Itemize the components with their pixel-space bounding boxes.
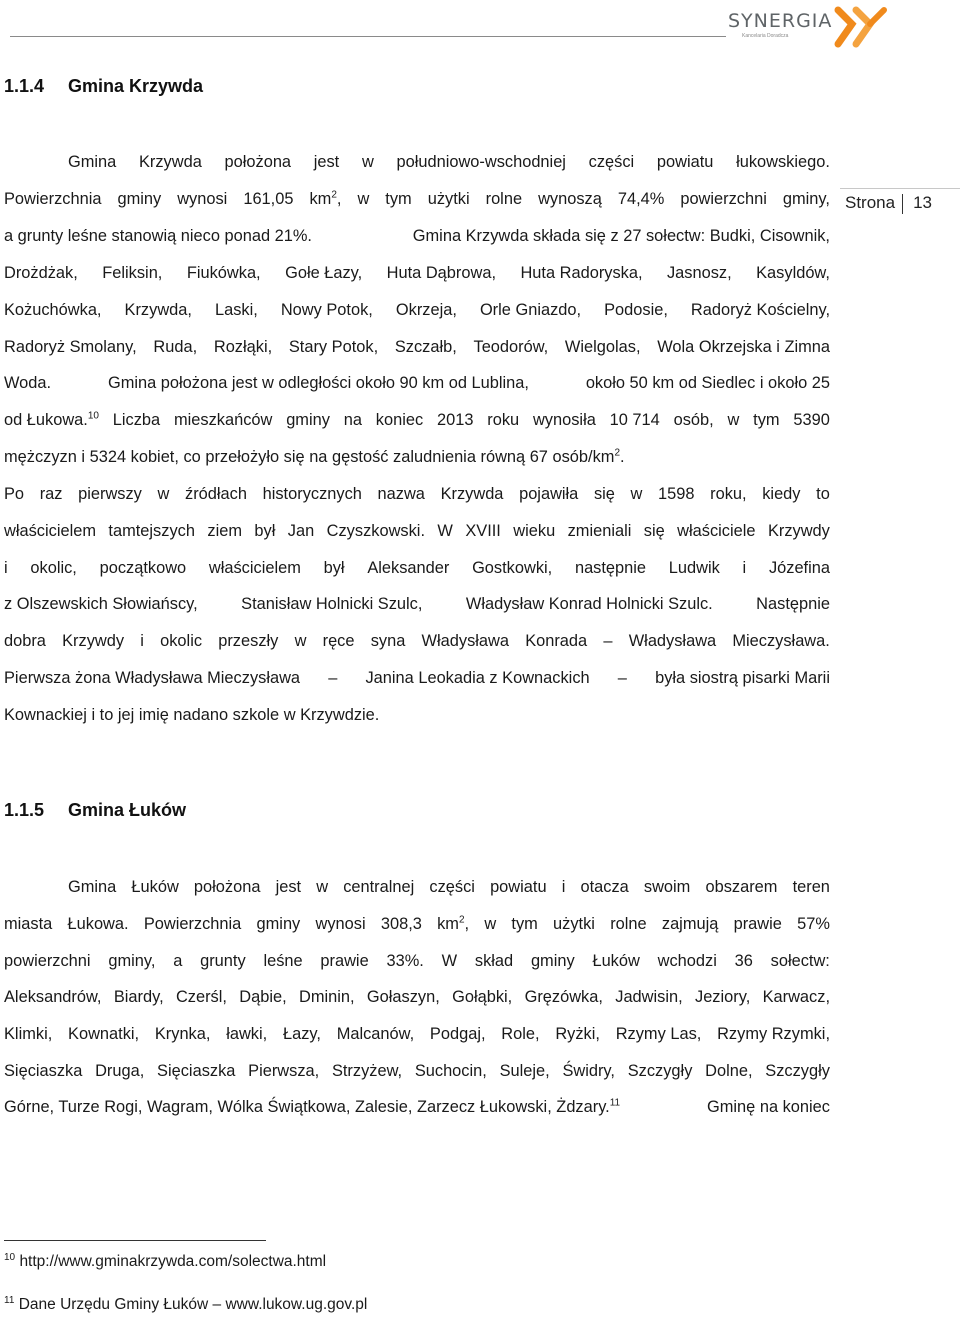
logo-mark-icon <box>832 4 890 50</box>
footnote-11 <box>4 1296 367 1314</box>
paragraph-line: Kownackiej i to jej imię nadano szkole w Krzywdzie. <box>4 706 380 724</box>
paragraph-line: a grunty leśne stanowią nieco ponad 21%. Gmina Krzywda składa się z 27 sołectw: Budki, Cisownik, <box>4 227 830 245</box>
page-label: Strona <box>845 193 896 212</box>
paragraph-line: Aleksandrów, Biardy, Czerśl, Dąbie, Dminin, Gołaszyn, Gołąbki, Gręzówka, Jadwisin, Jeziory, Karwacz, <box>4 988 830 1006</box>
page-number: 13 <box>913 193 933 212</box>
paragraph-line: Powierzchnia gminy wynosi 161,05 $km^2$, w tym użytki rolne wynoszą 74,4% powierzchni gminy, <box>4 189 830 208</box>
paragraph-line: miasta Łukowa. Powierzchnia gminy wynosi 308,3 $km^2$, w tym użytki rolne zajmują prawie 57% <box>4 914 830 933</box>
paragraph-line: Sięciaszka Druga, Sięciaszka Pierwsza, Strzyżew, Suchocin, Suleje, Świdry, Szczygły Dolne, Szczygły <box>4 1062 830 1080</box>
section-title: Gmina Łuków <box>68 800 187 820</box>
logo-subtitle: Kancelaria Doradcza <box>742 33 789 39</box>
paragraph-line: Klimki, Kownatki, Krynka, ławki, Łazy, Malcanów, Podgaj, Role, Ryżki, Rzymy Las, Rzymy Rzymki, <box>4 1025 830 1043</box>
section-heading-lukow <box>4 800 186 821</box>
paragraph-line: Górne, Turze Rogi, Wagram, Wólka Świątkowa, Zalesie, Zarzecz Łukowski, Żdzary.$^{11}$ Gminę na koniec <box>4 1097 830 1116</box>
paragraph-line: Gmina Łuków położona jest w centralnej części powiatu i otacza swoim obszarem teren <box>68 878 830 896</box>
paragraph-line: właścicielem tamtejszych ziem był Jan Czyszkowski. W XVIII wieku zmieniali się właściciele Krzywdy <box>4 522 830 540</box>
paragraph-line: od Łukowa.$^{10}$ Liczba mieszkańców gminy na koniec 2013 roku wynosiła 10 714 osób, w tym 5390 <box>4 410 830 429</box>
footnote-10 <box>4 1253 326 1271</box>
paragraph-line: Gmina Krzywda położona jest w południowo-wschodniej części powiatu łukowskiego. <box>68 153 830 171</box>
logo-name: SYNERGIA <box>728 10 833 32</box>
footnote-rule <box>4 1240 266 1241</box>
paragraph-line: Kożuchówka, Krzywda, Laski, Nowy Potok, Okrzeja, Orle Gniazdo, Podosie, Radoryż Kościelny, <box>4 301 830 319</box>
section-number: 1.1.5 <box>4 800 45 820</box>
paragraph-line: Drożdżak, Feliksin, Fiukówka, Gołe Łazy, Huta Dąbrowa, Huta Radoryska, Jasnosz, Kasyldów, <box>4 264 830 282</box>
paragraph-line: Po raz pierwszy w źródłach historycznych nazwa Krzywda pojawiła się w 1598 roku, kiedy to <box>4 485 830 503</box>
footnote-number: 11 <box>4 1294 15 1306</box>
paragraph-line: i okolic, początkowo właścicielem był Aleksander Gostkowki, następnie Ludwik i Józefina <box>4 559 830 577</box>
section-title: Gmina Krzywda <box>68 76 204 96</box>
paragraph-line: Woda. Gmina położona jest w odległości około 90 km od Lublina, około 50 km od Siedlec i około 25 <box>4 374 830 392</box>
page-indicator <box>845 193 932 214</box>
footnote-link[interactable]: http://www.gminakrzywda.com/solectwa.html <box>19 1253 327 1270</box>
paragraph-line: Pierwsza żona Władysława Mieczysława – Janina Leokadia z Kownackich – była siostrą pisarki Marii <box>4 669 830 687</box>
paragraph-line: Radoryż Smolany, Ruda, Rozłąki, Stary Potok, Szczałb, Teodorów, Wielgolas, Wola Okrzejska i Zimna <box>4 338 830 356</box>
paragraph-line: mężczyzn i 5324 kobiet, co przełożyło się na gęstość zaludnienia równą 67 osób/$km^2$. <box>4 447 625 466</box>
page-number-rule <box>840 188 960 189</box>
synergia-logo <box>728 2 888 50</box>
paragraph-line: z Olszewskich Słowiańscy, Stanisław Holnicki Szulc, Władysław Konrad Holnicki Szulc. Następnie <box>4 595 830 613</box>
footnote-text: Dane Urzędu Gminy Łuków – www.lukow.ug.gov.pl <box>18 1296 368 1313</box>
paragraph-line: dobra Krzywdy i okolic przeszły w ręce syna Władysława Konrada – Władysława Mieczysława. <box>4 632 830 650</box>
section-number: 1.1.4 <box>4 76 45 96</box>
header-rule <box>10 36 726 37</box>
section-heading-krzywda <box>4 76 203 97</box>
footnote-number: 10 <box>4 1251 16 1263</box>
paragraph-line: powierzchni gminy, a grunty leśne prawie 33%. W skład gminy Łuków wchodzi 36 sołectw: <box>4 952 830 970</box>
